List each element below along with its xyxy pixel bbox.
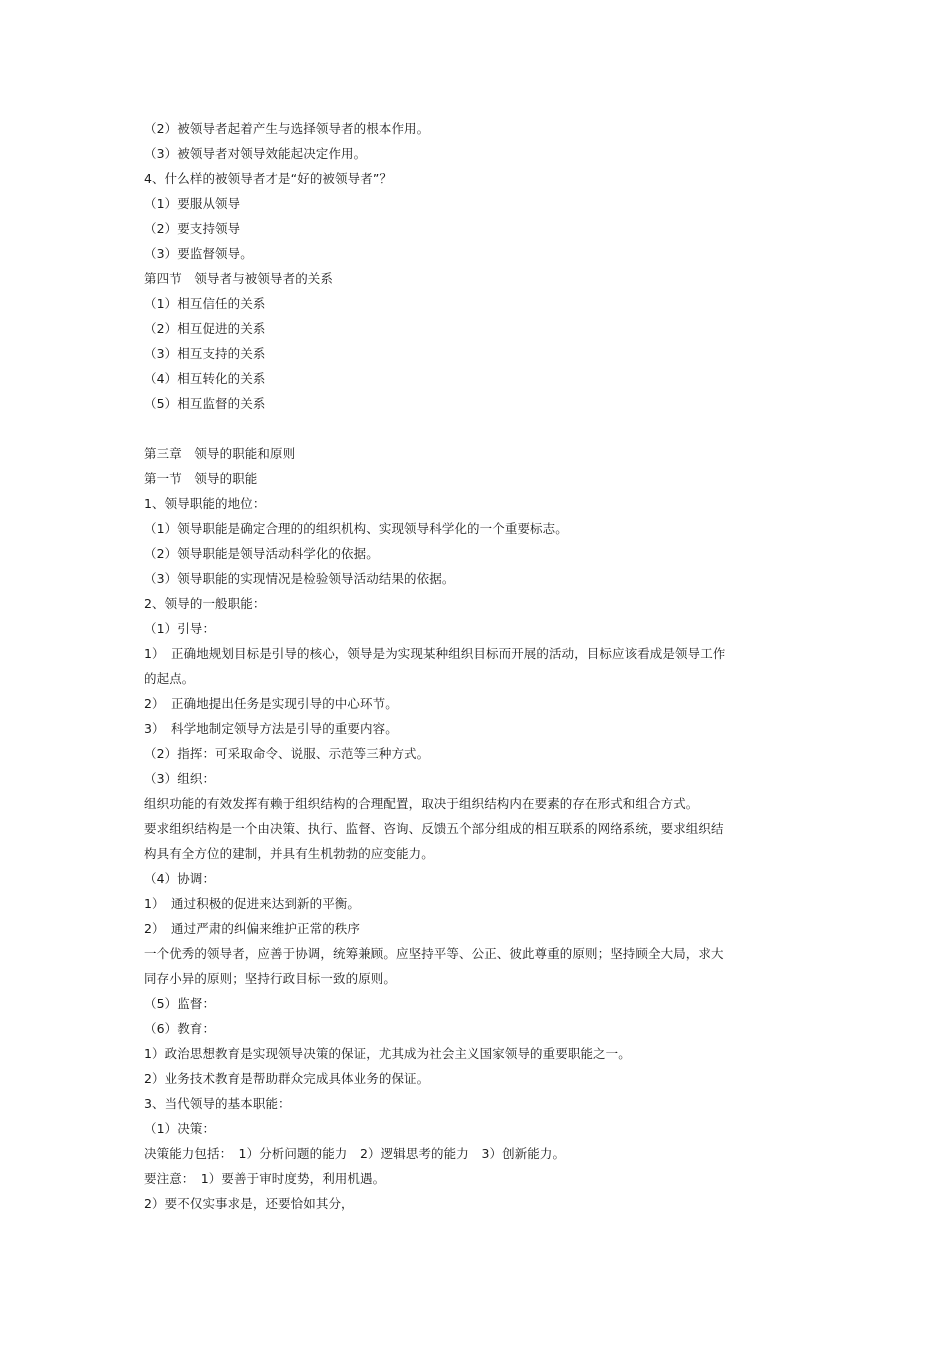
- document-body: [144, 116, 744, 1216]
- text-line: 2）业务技术教育是帮助群众完成具体业务的保证。: [144, 1071, 430, 1086]
- text-line: 一个优秀的领导者，应善于协调，统筹兼顾。应坚持平等、公正、彼此尊重的原则；坚持顾全大局，求大: [144, 946, 724, 961]
- question-heading: 1、领导职能的地位：: [144, 496, 266, 511]
- text-line: 2） 通过严肃的纠偏来维护正常的秩序: [144, 921, 361, 936]
- text-line: 决策能力包括： 1）分析问题的能力 2）逻辑思考的能力 3）创新能力。: [144, 1146, 566, 1161]
- text-line: 1）政治思想教育是实现领导决策的保证，尤其成为社会主义国家领导的重要职能之一。: [144, 1046, 631, 1061]
- text-line: （3）相互支持的关系: [144, 346, 266, 361]
- text-line: 的起点。: [144, 671, 195, 686]
- question-heading: 3、当代领导的基本职能：: [144, 1096, 291, 1111]
- text-line: 组织功能的有效发挥有赖于组织结构的合理配置，取决于组织结构内在要素的存在形式和组合方式。: [144, 796, 699, 811]
- text-line: （2）指挥：可采取命令、说服、示范等三种方式。: [144, 746, 430, 761]
- text-line: 1） 正确地规划目标是引导的核心，领导是为实现某种组织目标而开展的活动，目标应该看成是领导工作: [144, 646, 726, 661]
- text-line: 要求组织结构是一个由决策、执行、监督、咨询、反馈五个部分组成的相互联系的网络系统，要求组织结: [144, 821, 724, 836]
- text-line: （1）决策：: [144, 1121, 216, 1136]
- text-line: 2）要不仅实事求是，还要恰如其分，: [144, 1196, 354, 1211]
- question-heading: 2、领导的一般职能：: [144, 596, 266, 611]
- text-line: （3）组织：: [144, 771, 216, 786]
- text-line: （6）教育：: [144, 1021, 216, 1036]
- text-line: 2） 正确地提出任务是实现引导的中心环节。: [144, 696, 398, 711]
- text-line: （1）引导：: [144, 621, 216, 636]
- text-line: （3）领导职能的实现情况是检验领导活动结果的依据。: [144, 571, 455, 586]
- section-heading: 第一节 领导的职能: [144, 471, 258, 486]
- text-line: （4）相互转化的关系: [144, 371, 266, 386]
- text-line: （3）被领导者对领导效能起决定作用。: [144, 146, 367, 161]
- text-line: 同存小异的原则；坚持行政目标一致的原则。: [144, 971, 397, 986]
- text-line: （2）领导职能是领导活动科学化的依据。: [144, 546, 379, 561]
- text-line: （5）监督：: [144, 996, 216, 1011]
- chapter-heading: 第三章 领导的职能和原则: [144, 446, 296, 461]
- section-heading: 第四节 领导者与被领导者的关系: [144, 271, 334, 286]
- text-line: （5）相互监督的关系: [144, 396, 266, 411]
- text-line: （3）要监督领导。: [144, 246, 253, 261]
- text-line: （4）协调：: [144, 871, 216, 886]
- text-line: （2）要支持领导: [144, 221, 241, 236]
- blank-line: [144, 416, 744, 441]
- question-heading: 4、什么样的被领导者才是“好的被领导者”？: [144, 171, 393, 186]
- text-line: （1）相互信任的关系: [144, 296, 266, 311]
- text-line: （1）领导职能是确定合理的的组织机构、实现领导科学化的一个重要标志。: [144, 521, 568, 536]
- text-line: 要注意： 1）要善于审时度势，利用机遇。: [144, 1171, 386, 1186]
- text-line: （2）相互促进的关系: [144, 321, 266, 336]
- text-line: 3） 科学地制定领导方法是引导的重要内容。: [144, 721, 398, 736]
- text-line: 构具有全方位的建制，并具有生机勃勃的应变能力。: [144, 846, 434, 861]
- text-line: 1） 通过积极的促进来达到新的平衡。: [144, 896, 361, 911]
- text-line: （2）被领导者起着产生与选择领导者的根本作用。: [144, 121, 430, 136]
- text-line: （1）要服从领导: [144, 196, 241, 211]
